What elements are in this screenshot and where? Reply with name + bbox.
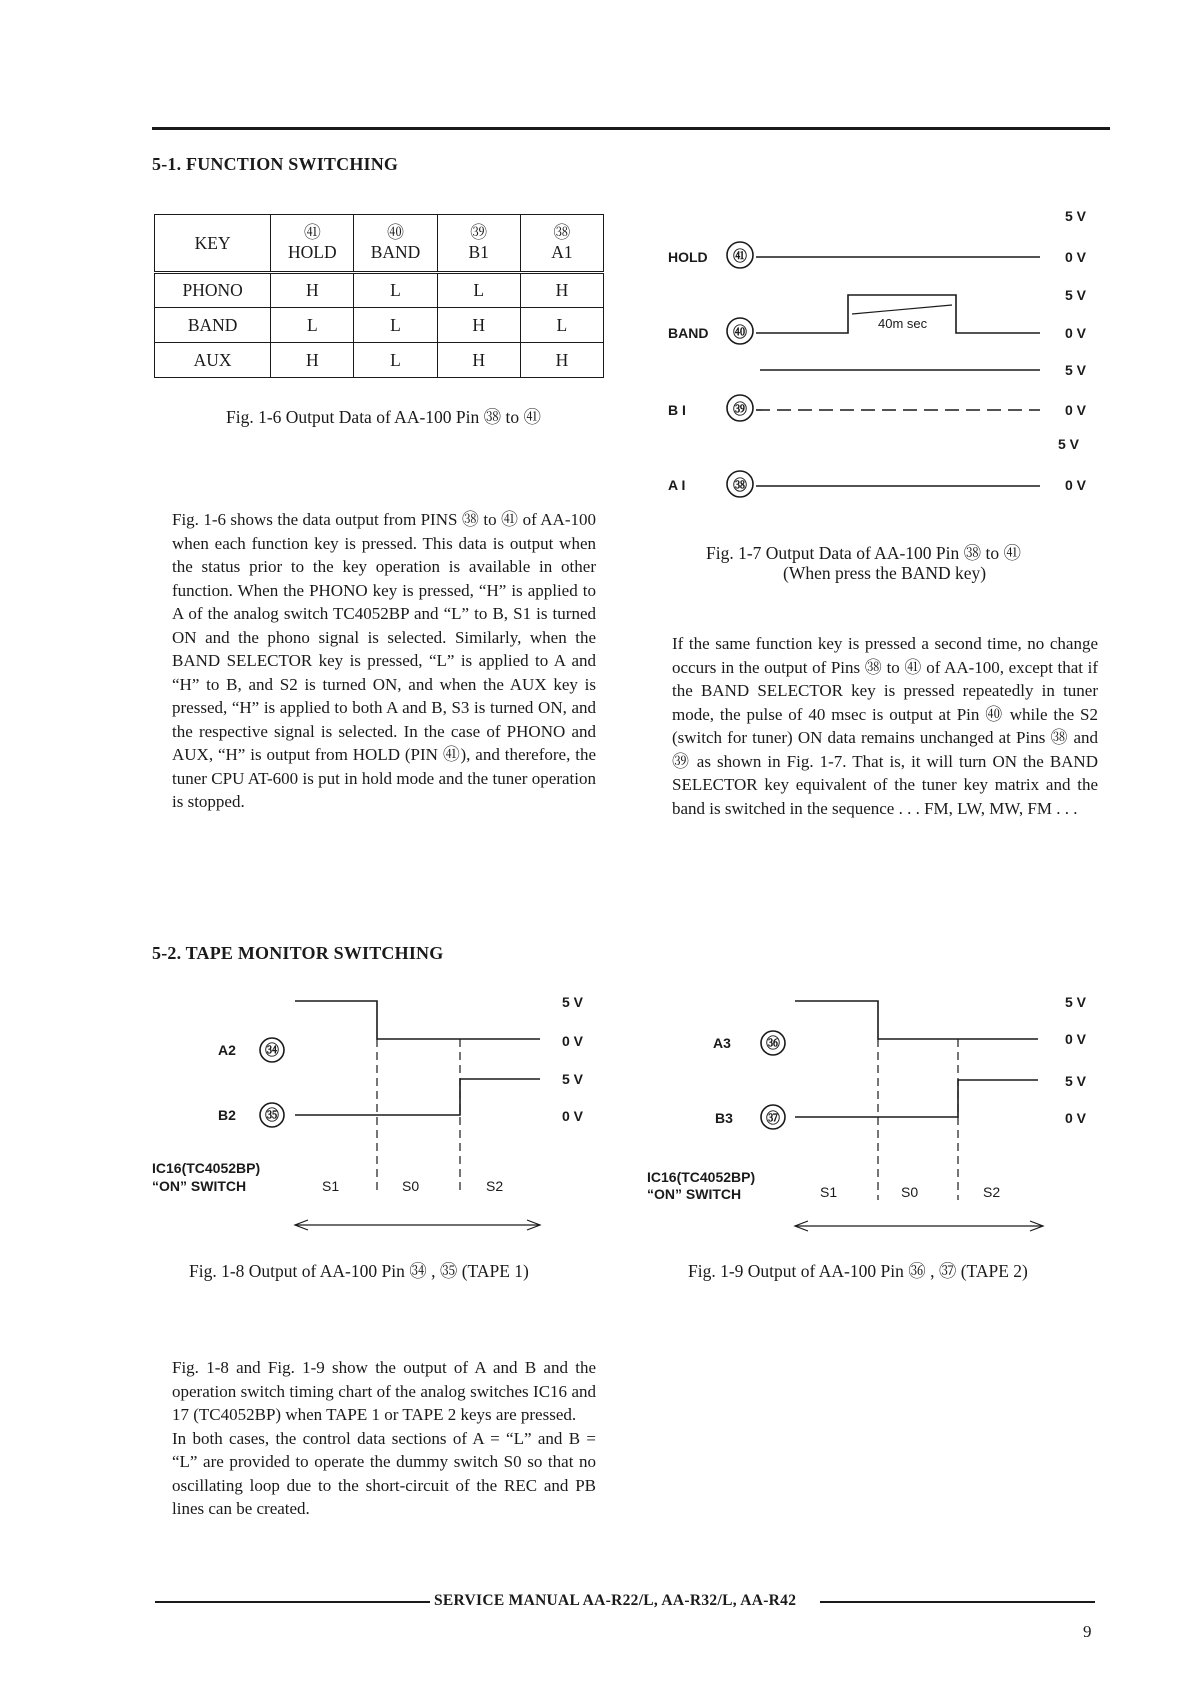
column-label-hold: HOLD [288, 241, 337, 262]
table-cell: L [354, 308, 437, 343]
pin-38-label: ㊳ [553, 222, 571, 242]
table-cell: H [520, 273, 603, 308]
table-header-key: KEY [155, 215, 271, 273]
table-header-row [155, 215, 604, 273]
column-label-band: BAND [370, 241, 421, 262]
ic16-label: IC16(TC4052BP) [152, 1160, 261, 1176]
fig-1-9-caption: Fig. 1-9 Output of AA-100 Pin ㊱ , ㊲ (TAPE 2) [688, 1261, 1028, 1281]
fig-1-8-timing-diagram [150, 990, 610, 1245]
band-pin-number: ㊵ [733, 324, 747, 340]
table-cell-key: AUX [155, 343, 271, 378]
section-title-tape-monitor-switching: 5-2. TAPE MONITOR SWITCHING [152, 943, 444, 963]
b2-signal-label: B2 [218, 1107, 236, 1123]
b3-signal-label: B3 [715, 1110, 733, 1126]
pin-39-label: ㊴ [470, 222, 488, 242]
s1-label: S1 [322, 1178, 340, 1194]
table-cell: H [437, 308, 520, 343]
bi-pin-number: ㊴ [733, 401, 747, 417]
s0-label: S0 [402, 1178, 420, 1194]
table-header-a1 [520, 215, 603, 273]
ai-pin-number: ㊳ [733, 477, 747, 493]
footer-service-manual: SERVICE MANUAL AA-R22/L, AA-R32/L, AA-R42 [434, 1592, 797, 1609]
function-table [154, 214, 604, 378]
function-switching-paragraph-left: Fig. 1-6 shows the data output from PINS ㊳ to ㊶ of AA-100 when each function key is pressed. This data is output when the status prior to the key operation is available in other function. When the PHONO key is pressed, “H” is applied to A of the analog switch TC4052BP and “L” to B, S1 is turned ON and the phono signal is selected. Similarly, when the BAND SELECTOR key is pressed, “L” is applied to A and “H” to B, and S2 is turned ON, and when the AUX key is pressed, “H” is applied to both A and B, S3 is turned ON, and the respective signal is selected. In the case of PHONO and AUX, “H” is output from HOLD (PIN ㊶), and therefore, the tuner CPU AT-600 is put in hold mode and the tuner operation is stopped. [172, 510, 596, 811]
table-header-band [354, 215, 437, 273]
a2-signal-label: A2 [218, 1042, 236, 1058]
hold-0v-label: 0 V [1065, 249, 1087, 265]
b3-pin-number: ㊲ [766, 1110, 780, 1126]
table-cell: H [520, 343, 603, 378]
pin-40-label: ㊵ [387, 222, 404, 242]
a3-signal-line [795, 1001, 1038, 1039]
table-cell: L [437, 273, 520, 308]
a2-5v-label: 5 V [562, 994, 584, 1010]
table-row [155, 343, 604, 378]
table-cell: H [437, 343, 520, 378]
band-signal-label: BAND [668, 325, 709, 341]
b2-signal-line [295, 1079, 540, 1115]
table-header-b1 [437, 215, 520, 273]
hold-signal-label: HOLD [668, 249, 708, 265]
column-label-a1: A1 [551, 241, 573, 262]
bi-0v-label: 0 V [1065, 402, 1087, 418]
tape-monitor-paragraph [172, 1356, 596, 1521]
fig-1-7-caption-line1: Fig. 1-7 Output Data of AA-100 Pin ㊳ to ㊶ [706, 543, 1021, 563]
a3-0v-label: 0 V [1065, 1031, 1087, 1047]
b3-signal-line [795, 1080, 1038, 1117]
page-number: 9 [1083, 1622, 1092, 1641]
bi-signal-label: B I [668, 402, 686, 418]
b2-pin-number: ㉟ [265, 1107, 279, 1123]
on-switch-label: “ON” SWITCH [152, 1178, 247, 1194]
top-rule [152, 127, 1110, 130]
fig-1-7-caption-line2: (When press the BAND key) [783, 563, 987, 583]
ai-5v-label: 5 V [1058, 436, 1080, 452]
bi-5v-label: 5 V [1065, 362, 1087, 378]
band-0v-label: 0 V [1065, 325, 1087, 341]
table-cell: L [271, 308, 354, 343]
a3-signal-label: A3 [713, 1035, 731, 1051]
table-cell: L [520, 308, 603, 343]
a2-pin-number: ㉞ [265, 1042, 279, 1058]
pulse-40msec-label: 40m sec [878, 316, 928, 331]
hold-pin-number: ㊶ [733, 248, 747, 264]
table-cell: L [354, 273, 437, 308]
table-row [155, 308, 604, 343]
ai-0v-label: 0 V [1065, 477, 1087, 493]
b3-5v-label: 5 V [1065, 1073, 1087, 1089]
s1-label: S1 [820, 1184, 838, 1200]
pin-41-label: ㊶ [303, 222, 321, 242]
table-row [155, 273, 604, 308]
pulse-width-arrow [852, 305, 952, 314]
table-cell: L [354, 343, 437, 378]
fig-1-7-timing-diagram [660, 205, 1110, 510]
tape-monitor-paragraph-2: In both cases, the control data sections of A = “L” and B = “L” are provided to operate the dummy switch S0 so that no oscillating loop due to the short-circuit of the REC and PB lines can be created. [172, 1428, 596, 1518]
function-switching-paragraph-right: If the same function key is pressed a second time, no change occurs in the output of Pins ㊳ to ㊶ of AA-100, except that if the BAND SELECTOR key is pressed repeatedly in tuner mode, the pulse of 40 msec is output at Pin ㊵ while the S2 (switch for tuner) ON data remains unchanged at Pins ㊳ and ㊴ as shown in Fig. 1-7. That is, it will turn ON the BAND SELECTOR key equivalent of the tuner key matrix and the band is switched in the sequence . . . FM, LW, MW, FM . . . [672, 634, 1098, 818]
table-cell: H [271, 343, 354, 378]
s2-label: S2 [983, 1184, 1001, 1200]
section-title-function-switching: 5-1. FUNCTION SWITCHING [152, 154, 399, 174]
footer-rule-right [820, 1601, 1095, 1603]
band-5v-label: 5 V [1065, 287, 1087, 303]
ai-signal-label: A I [668, 477, 686, 493]
ic16-label: IC16(TC4052BP) [647, 1169, 756, 1185]
a2-signal-line [295, 1001, 540, 1039]
table-cell: H [271, 273, 354, 308]
table-cell-key: PHONO [155, 273, 271, 308]
b2-5v-label: 5 V [562, 1071, 584, 1087]
on-switch-label: “ON” SWITCH [647, 1186, 742, 1202]
b3-0v-label: 0 V [1065, 1110, 1087, 1126]
column-label-b1: B1 [468, 241, 489, 262]
s2-label: S2 [486, 1178, 504, 1194]
b2-0v-label: 0 V [562, 1108, 584, 1124]
fig-1-8-caption: Fig. 1-8 Output of AA-100 Pin ㉞ , ㉟ (TAPE 1) [189, 1261, 529, 1281]
tape-monitor-paragraph-1: Fig. 1-8 and Fig. 1-9 show the output of A and B and the operation switch timing chart of the analog switches IC16 and 17 (TC4052BP) when TAPE 1 or TAPE 2 keys are pressed. [172, 1358, 596, 1424]
hold-5v-label: 5 V [1065, 208, 1087, 224]
fig-1-9-timing-diagram [645, 990, 1105, 1245]
table-header-hold [271, 215, 354, 273]
table-cell-key: BAND [155, 308, 271, 343]
a2-0v-label: 0 V [562, 1033, 584, 1049]
a3-pin-number: ㊱ [766, 1035, 780, 1051]
s0-label: S0 [901, 1184, 919, 1200]
footer-rule-left [155, 1601, 430, 1603]
a3-5v-label: 5 V [1065, 994, 1087, 1010]
fig-1-6-caption: Fig. 1-6 Output Data of AA-100 Pin ㊳ to ㊶ [226, 407, 541, 427]
